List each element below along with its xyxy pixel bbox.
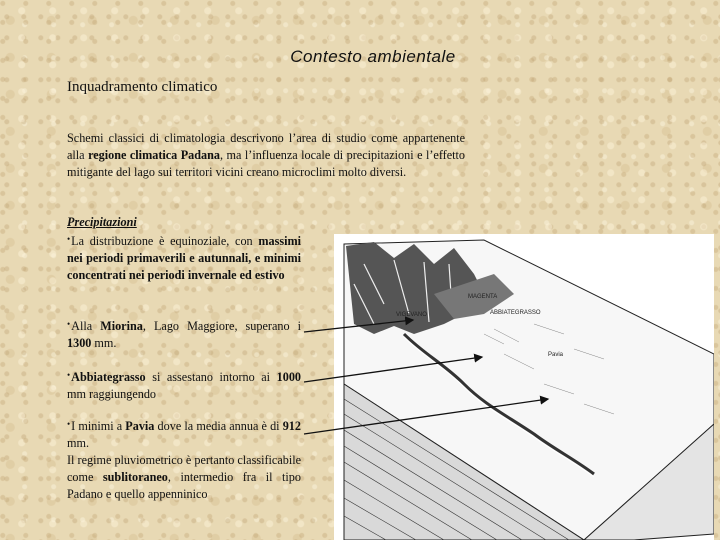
miorina-pre: Alla (71, 319, 101, 333)
intro-text-start: Schemi classici di climatologia descrivono l’area di studio come appartenente alla (67, 131, 465, 162)
pavia-pre: I minimi a (71, 419, 126, 433)
regime-bold: sublitoraneo (102, 470, 168, 484)
bullet-icon: • (67, 419, 71, 429)
abbiategrasso-value: 1000 (276, 370, 301, 384)
regime-post: , intermedio fra il tipo Padano e quello appenninico (67, 470, 301, 501)
map-label-magenta: MAGENTA (468, 294, 498, 300)
miorina-name: Miorina (100, 319, 143, 333)
pavia-value: 912 (282, 419, 301, 433)
section-subtitle: Inquadramento climatico (67, 79, 218, 95)
regime-pre: Il regime pluviometrico è pertanto classificabile come (67, 453, 301, 484)
intro-paragraph (67, 130, 465, 181)
abbiategrasso-paragraph (67, 367, 301, 403)
intro-text-end: , ma l’influenza locale di precipitazioni e l’effetto mitigante del lago sui territori vicini creano microclimi molto diversi. (67, 148, 465, 179)
miorina-unit: mm. (91, 336, 117, 350)
map-label-pavia: Pavia (548, 352, 564, 358)
abbiategrasso-post: mm raggiungendo (67, 387, 157, 401)
bullet-icon: • (67, 370, 71, 380)
miorina-paragraph (67, 316, 301, 352)
intro-region-bold: regione climatica Padana (88, 148, 221, 162)
slide-title: Contesto ambientale (290, 47, 456, 66)
abbiategrasso-mid: si assestano intorno ai (145, 370, 277, 384)
miorina-value: 1300 (67, 336, 92, 350)
pavia-unit: mm. (67, 436, 90, 450)
bullet-icon: • (67, 234, 71, 244)
pavia-paragraph (67, 416, 301, 503)
terrain-block-diagram (334, 234, 714, 540)
pavia-name: Pavia (125, 419, 155, 433)
pavia-mid: dove la media annua è di (154, 419, 283, 433)
bullet-icon: • (67, 319, 71, 329)
distribuzione-text: La distribuzione è equinoziale, con (71, 234, 259, 248)
map-label-abbiategrasso: ABBIATEGRASSO (490, 310, 541, 316)
abbiategrasso-name: Abbiategrasso (71, 370, 146, 384)
precipitazioni-heading: Precipitazioni (67, 215, 137, 229)
map-label-vigevano: VIGEVANO (396, 312, 427, 318)
precipitazioni-block (67, 214, 301, 284)
distribuzione-bold: massimi nei periodi primaverili e autunnali, e minimi concentrati nei periodi invernale ed estivo (67, 234, 301, 282)
miorina-mid: , Lago Maggiore, superano i (142, 319, 301, 333)
